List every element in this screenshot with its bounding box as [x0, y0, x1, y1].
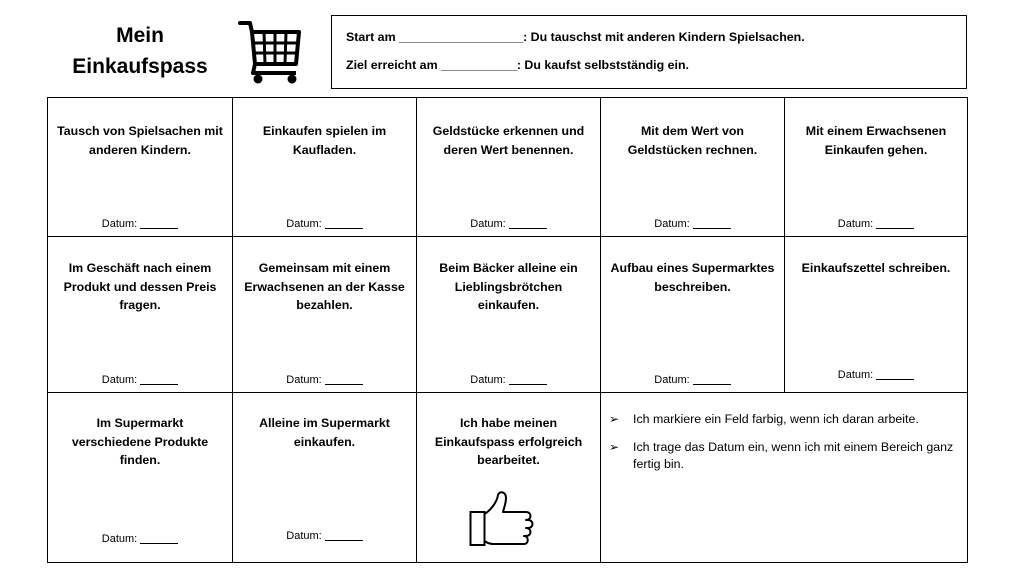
- date-blank[interactable]: [509, 384, 547, 385]
- thumbs-up-icon: [469, 491, 535, 551]
- date-label: Datum:: [654, 218, 690, 230]
- date-field: [601, 218, 784, 230]
- date-blank[interactable]: [325, 384, 363, 385]
- goal-line: Ziel erreicht am ___________: Du kaufst selbstständig ein.: [346, 58, 689, 72]
- date-label: Datum:: [470, 218, 506, 230]
- date-label: Datum:: [101, 374, 138, 386]
- task-cell[interactable]: [417, 98, 601, 237]
- final-cell[interactable]: [417, 393, 601, 562]
- task-text: Aufbau eines Supermarktes beschreiben.: [610, 261, 775, 294]
- task-grid: [47, 97, 968, 563]
- page-title: [60, 20, 220, 82]
- task-cell[interactable]: [233, 393, 417, 562]
- task-text: Alleine im Supermarkt einkaufen.: [259, 416, 390, 449]
- task-cell[interactable]: [601, 98, 785, 237]
- date-blank[interactable]: [325, 228, 363, 229]
- date-label: Datum:: [101, 533, 138, 545]
- title-line-1: Mein: [116, 24, 164, 47]
- date-blank[interactable]: [693, 228, 731, 229]
- instruction-item: [609, 411, 957, 429]
- date-label: Datum:: [654, 374, 690, 386]
- task-text: Einkaufen spielen im Kaufladen.: [262, 124, 387, 157]
- task-cell[interactable]: [48, 98, 233, 237]
- date-blank[interactable]: [509, 228, 547, 229]
- task-cell[interactable]: [601, 237, 785, 393]
- task-text: Beim Bäcker alleine ein Lieblingsbrötchen einkaufen.: [439, 261, 578, 312]
- date-blank[interactable]: [693, 384, 731, 385]
- task-cell[interactable]: [233, 98, 417, 237]
- task-text: Tausch von Spielsachen mit anderen Kindern.: [57, 124, 223, 157]
- task-cell[interactable]: [233, 237, 417, 393]
- task-cell[interactable]: [417, 237, 601, 393]
- date-label: Datum:: [837, 369, 874, 381]
- task-text: Mit einem Erwachsenen Einkaufen gehen.: [805, 124, 947, 157]
- date-blank[interactable]: [876, 379, 914, 380]
- task-cell[interactable]: [48, 393, 233, 562]
- date-label: Datum:: [286, 374, 322, 386]
- date-blank[interactable]: [325, 540, 363, 541]
- task-cell[interactable]: [785, 98, 967, 237]
- task-text: Gemeinsam mit einem Erwachsenen an der Kasse bezahlen.: [244, 261, 405, 312]
- date-field: [233, 218, 416, 230]
- date-blank[interactable]: [140, 543, 178, 544]
- shopping-cart-icon: [238, 18, 302, 86]
- date-field: [417, 218, 600, 230]
- date-label: Datum:: [286, 530, 322, 542]
- date-field: [417, 374, 600, 386]
- task-text: Mit dem Wert von Geldstücken rechnen.: [627, 124, 758, 157]
- arrow-bullet-icon: ➢: [609, 439, 620, 454]
- date-field: [233, 530, 416, 542]
- date-label: Datum:: [286, 218, 322, 230]
- date-blank[interactable]: [140, 228, 178, 229]
- date-field: [785, 369, 967, 381]
- date-field: [48, 218, 232, 230]
- instruction-text: Ich markiere ein Feld farbig, wenn ich daran arbeite.: [633, 412, 919, 426]
- date-field: [233, 374, 416, 386]
- instructions-list: [609, 411, 957, 484]
- arrow-bullet-icon: ➢: [609, 412, 620, 426]
- date-blank[interactable]: [876, 228, 914, 229]
- date-field: [785, 218, 967, 230]
- date-label: Datum:: [470, 374, 506, 386]
- date-field: [601, 374, 784, 386]
- task-cell[interactable]: [785, 237, 967, 393]
- date-blank[interactable]: [140, 384, 178, 385]
- task-text: Im Geschäft nach einem Produkt und dessen Preis fragen.: [63, 261, 217, 312]
- instructions-cell: [601, 393, 967, 562]
- start-line: Start am __________________: Du tauschst mit anderen Kindern Spielsachen.: [346, 30, 805, 44]
- task-text: Geldstücke erkennen und deren Wert benennen.: [432, 124, 585, 157]
- goal-box: [331, 15, 967, 89]
- instruction-text: Ich trage das Datum ein, wenn ich mit einem Bereich ganz fertig bin.: [633, 439, 954, 471]
- date-field: [48, 374, 232, 386]
- date-field: [48, 533, 232, 545]
- instruction-item: [609, 439, 957, 474]
- date-label: Datum:: [101, 218, 138, 230]
- task-text: Ich habe meinen Einkaufspass erfolgreich bearbeitet.: [434, 416, 583, 467]
- title-line-2: Einkaufspass: [72, 55, 208, 78]
- task-cell[interactable]: [48, 237, 233, 393]
- task-text: Einkaufszettel schreiben.: [801, 261, 951, 275]
- date-label: Datum:: [837, 218, 874, 230]
- task-text: Im Supermarkt verschiedene Produkte finden.: [71, 416, 209, 467]
